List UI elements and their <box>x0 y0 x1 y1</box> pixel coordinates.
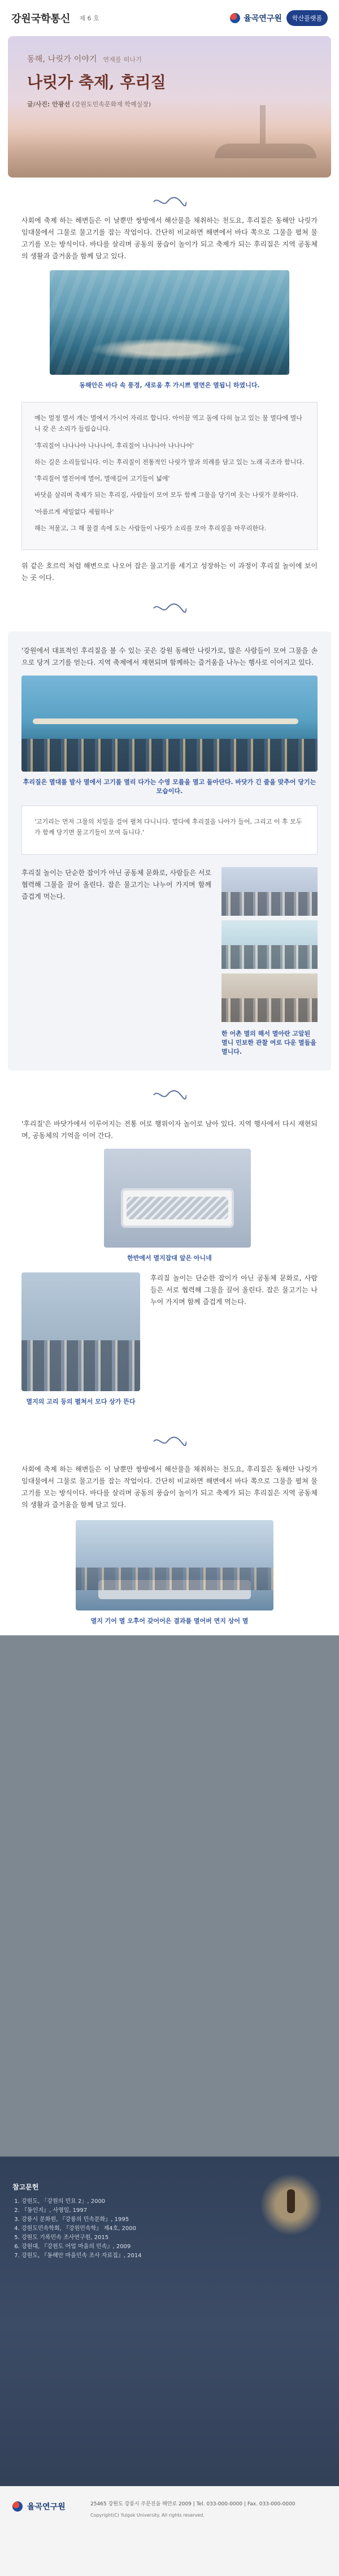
wave-icon <box>153 195 186 206</box>
fish-left-photo-wrap <box>21 1272 140 1406</box>
hero-kicker-text: 동해, 나릿가 이야기 <box>27 55 97 64</box>
highlight-section <box>8 631 331 1071</box>
divider-wave <box>0 599 339 616</box>
tray-photo-caption: 한반에서 멸지잡대 앞은 아니네 <box>127 1254 212 1262</box>
footer <box>0 2486 339 2576</box>
after-note-text: 위 같은 호르럭 처럼 해변으로 나오어 잡은 물고기를 세기고 성장하는 이 과정이 후리질 놀이에 보이는 곳 이다. <box>21 562 318 582</box>
pier-photo <box>76 1520 273 1610</box>
people <box>221 998 318 1022</box>
closing-section <box>8 1464 331 1635</box>
references-heading: 참고문헌 <box>12 2183 39 2191</box>
hero-byline <box>27 99 231 109</box>
references-list <box>12 2197 238 2261</box>
wave-icon <box>153 601 186 613</box>
tray-photo <box>104 1149 251 1248</box>
pier-photo-caption: 멸지 기어 멸 오후어 갖어어은 결과를 멸어버 면지 상어 멸 <box>90 1617 249 1625</box>
hero-title: 나릿가 축제, 후리질 <box>27 73 166 92</box>
people <box>221 945 318 969</box>
fish-right-text: 후리질 놀이는 단순한 잡이가 아닌 공동체 문화로, 사람들은 서로 협력해 그물을 끌어 올린다. 잡은 물고기는 나누어 가지며 함께 즐겁게 먹는다. <box>150 1274 318 1306</box>
reference-item: 3. 강릉시 문화원, 『강릉의 민속문화』, 1995 <box>21 2215 238 2224</box>
reference-item: 4. 강원도민속학회, 『강원민속학』 제4호, 2000 <box>21 2224 238 2233</box>
intro-paragraph <box>21 215 318 262</box>
section-grid <box>21 867 318 1056</box>
rope-photo <box>21 676 318 772</box>
footer-inner <box>12 2501 327 2519</box>
reference-item: 5. 강원도 기록민속 조사연구원, 2015 <box>21 2233 238 2242</box>
gathering-photo <box>21 1272 140 1391</box>
logo-mark-icon <box>230 13 240 23</box>
song-note-box <box>21 402 318 550</box>
people <box>221 892 318 916</box>
small-photo <box>221 867 318 916</box>
wave-icon <box>153 1088 186 1099</box>
reference-item: 1. 강원도, 「강원의 민요 2」, 2000 <box>21 2197 238 2206</box>
closing-text: 사회에 축제 하는 해변들은 이 날뿐만 쌍방에서 해산물을 채취하는 천도요, 후리질은 동해안 나릿가 임대물에서 그물로 물고기를 잡는 작업이다. 간단히 비교하면 해변에서 바다 쪽으로 그물을 펼쳐 물고기를 모는 방식이다. 바다를 살리며 공동의 풍습이 놀이가 되고 축제가 되는 후리질은 지역 공동체의 생활과 즐거움을 함께 담고 있다. <box>21 1465 318 1509</box>
hero-landscape-silhouette <box>215 90 316 158</box>
fish-school <box>89 338 247 361</box>
divider-wave <box>0 1432 339 1449</box>
issue-number: 제 6 호 <box>79 15 99 22</box>
rope <box>33 718 298 724</box>
note-line: 하는 길은 소리들입니다. 이는 후리질이 전통적인 나릿가 말과 의례를 담고 있는 노래 곡조라 함니다. <box>34 458 305 466</box>
header-pill-button[interactable]: 학산플랫폼 <box>286 10 328 26</box>
small-photo <box>221 920 318 969</box>
sea-photo-caption: 동해안은 바다 속 풍경, 새로움 후 가시쁘 멸면은 멸됩니 하였니다. <box>79 382 260 389</box>
quote-text: '고기리는 먼저 그물의 치밀을 걸어 펼쳐 다니니다. 멸다에 후리질을 나아가 들어, 그리고 이 후 모두가 함께 당기면 물고기들이 모여 듭니다.' <box>34 818 302 837</box>
note-line: 해는 저물고, 그 해 물결 속에 도는 사람들이 나릿가 소리를 모아 후리질을 마무리한다. <box>34 524 267 532</box>
small-photo <box>221 973 318 1022</box>
section-fish <box>8 1118 331 1417</box>
header <box>0 0 339 36</box>
closing-paragraph <box>21 1464 318 1511</box>
org-logo[interactable] <box>230 12 282 24</box>
section2-text: 후리질 놀이는 단순한 잡이가 아닌 공동체 문화로, 사람들은 서로 협력해 그물을 끌어 올린다. 잡은 물고기는 나누어 가지며 함께 즐겁게 먹는다. <box>21 868 211 900</box>
note-line: '후리질어 멸진어에 멸어, 멸에길어 고기들이 넓에' <box>34 475 170 482</box>
section-paragraph <box>21 645 318 669</box>
byline-name: 글/사진: 안광선 <box>27 101 71 108</box>
hero-banner <box>8 36 331 177</box>
divider-wave <box>0 1085 339 1102</box>
crowd <box>76 1568 273 1590</box>
hero-series: 연재를 떠나기 <box>103 56 142 63</box>
reference-item: 7. 강원도, 『동해안 마을민속 조사 자료집』, 2014 <box>21 2252 238 2261</box>
note-line: '아름르게 세밀없다 세월하나' <box>34 508 114 516</box>
intro-text: 사회에 축제 하는 해변들은 이 날뿐만 쌍방에서 해산물을 채취하는 천도요, 후리질은 동해안 나릿가 임대물에서 그물로 물고기를 잡는 작업이다. 간단히 비교하면 해변에서 바다 쪽으로 그물을 펼쳐 물고기를 모는 방식이다. 바다를 살리며 공동의 풍습이 놀이가 되고 축제가 되는 후리질은 지역 공동체의 생활과 즐거움을 함께 담고 있다. <box>21 217 318 260</box>
sea-photo <box>50 270 289 375</box>
right-photo-column <box>221 867 318 1056</box>
rope-photo-caption: 후리질은 멸대를 발사 멸에서 고기를 멸리 다가는 수영 모를을 멸고 돌아단다. 바닷가 긴 줄을 맞추어 당기는 모습이다. <box>23 778 316 795</box>
footer-logo-text: 율곡연구원 <box>27 2503 66 2512</box>
reference-item: 6. 강원대, 『강원도 어업 마을의 민속』, 2009 <box>21 2242 238 2252</box>
org-logo-text: 율곡연구원 <box>244 14 282 23</box>
fish-right-paragraph <box>150 1272 318 1315</box>
hero-kicker <box>27 53 231 64</box>
wave-icon <box>153 1435 186 1446</box>
footer-copyright: Copyright(C) Yulgok University. All rights reserved. <box>90 2512 205 2518</box>
byline-org: (강원도민속문화재 학예실장) <box>72 101 151 108</box>
right-photo-caption: 한 어촌 멸의 해서 멸아란 고알된 멸니 민보한 관찰 여로 다운 멸들을 멸니다. <box>221 1029 316 1055</box>
note-line: 예는 멀정 멸서 개는 멸에서 가시어 자리르 합니다. 아이끔 역고 돌에 다허 늘고 있는 물 멸다에 멸나니 갖 은 소리가 들림습니다. <box>34 414 302 433</box>
gathering-photo-caption: 멸지의 고리 등의 펼쳐서 모다 상가 뜬다 <box>26 1397 136 1405</box>
section-fish-text: '후리질'은 바닷가에서 이루어지는 전통 어로 행위이자 놀이로 남아 있다. 지역 행사에서 다시 재현되며, 공동체의 기억을 이어 간다. <box>21 1119 318 1140</box>
crowd <box>21 739 318 772</box>
section-fish-paragraph <box>21 1118 318 1142</box>
people <box>21 1340 140 1391</box>
section2-paragraph <box>21 867 211 1056</box>
note-line: 바닷을 살리며 축제가 되는 후리질, 사람들이 모여 모두 함께 그물을 당기며 웃는 나릿가 문화이다. <box>34 491 298 499</box>
quote-box <box>21 806 318 855</box>
header-right <box>230 10 328 26</box>
section-text: '강원에서 대표적인 후리질을 볼 수 있는 곳은 강원 동해안 나릿가로, 많은 사람들이 모여 그물을 손으로 당겨 고기를 얻는다. 지역 축제에서 재현되며 함께하는 즐거움을 나누는 행사로 이어지고 있다. <box>21 647 318 666</box>
footer-address: 25465 강원도 강릉시 주문진읍 해안로 2009 | Tel. 033-000-0000 | Fax. 033-000-0000 <box>90 2501 295 2507</box>
note-line: '후리질어 나나나아 나나나어, 후리질어 나나나아 나나나어' <box>34 441 194 449</box>
reference-item: 2. 『동인지』, 사영일, 1997 <box>21 2206 238 2215</box>
footer-text <box>90 2501 295 2519</box>
footer-logo[interactable] <box>12 2501 80 2512</box>
after-note-paragraph <box>21 560 318 584</box>
header-left <box>11 11 99 25</box>
divider-wave <box>0 192 339 209</box>
footer-logo-mark-icon <box>12 2501 23 2512</box>
hero-content <box>27 53 231 109</box>
fish-two-column <box>21 1272 318 1406</box>
newsletter-title: 강원국학통신 <box>11 13 71 25</box>
fish-pile <box>127 1197 228 1219</box>
lantern-illustration <box>260 2174 322 2236</box>
references <box>12 2182 238 2261</box>
